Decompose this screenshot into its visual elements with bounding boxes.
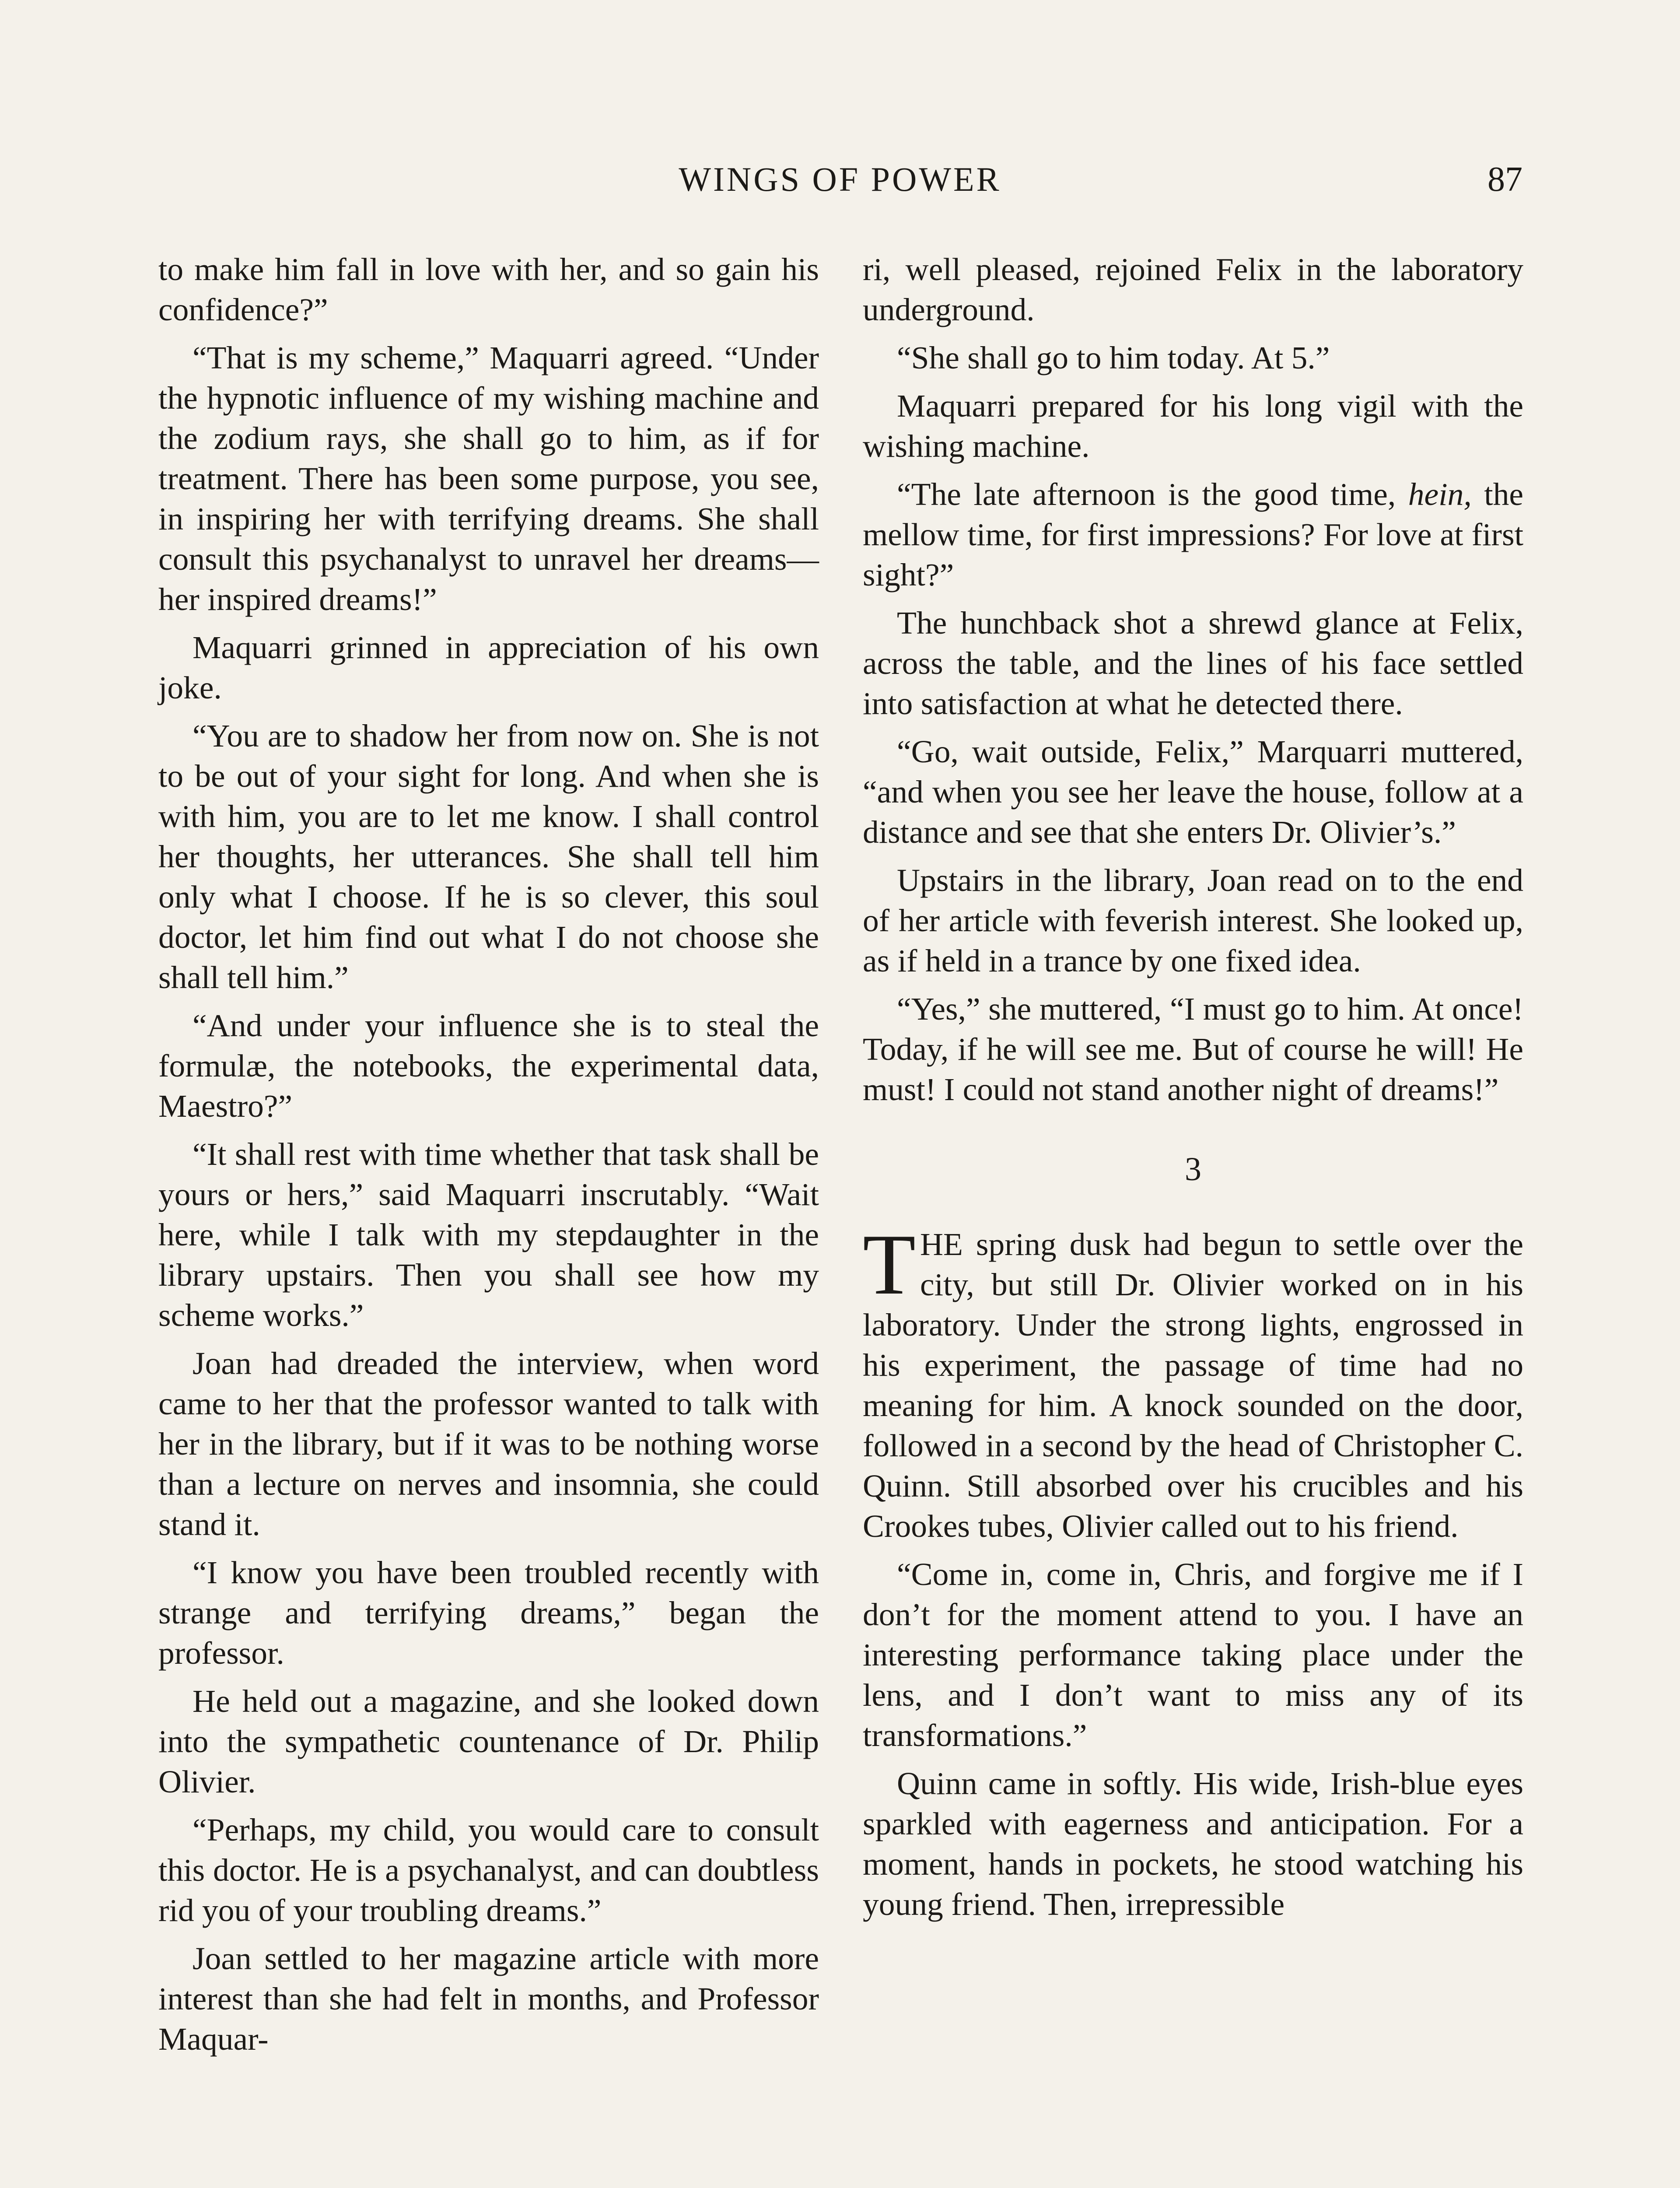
paragraph: “That is my scheme,” Maquarri agreed. “Under the hypnotic influence of my wishing machine and the zodium rays, she shall go to him, as if for treatment. There has been some purpose, you see, in inspiring her with terrifying dreams. She shall consult this psychanalyst to unravel her dreams—her inspired dreams!”	[158, 340, 819, 617]
paragraph: Joan settled to her magazine article with more interest than she had felt in months, and Professor Maquar-	[158, 1941, 819, 2057]
paragraph: Joan had dreaded the interview, when word came to her that the professor wanted to talk with her in the library, but if it was to be nothing worse than a lecture on nerves and insomnia, she could stand it.	[158, 1346, 819, 1542]
paragraph: He held out a magazine, and she looked down into the sympathetic countenance of Dr. Philip Olivier.	[158, 1683, 819, 1799]
paragraph	[863, 1217, 1523, 1546]
paragraph: “You are to shadow her from now on. She is not to be out of your sight for long. And when she is with him, you are to let me know. I shall control her thoughts, her utterances. She shall tell him only what I choose. If he is so clever, this soul doctor, let him find out what I do not choose she shall tell him.”	[158, 718, 819, 995]
paragraph: “I know you have been troubled recently with strange and terrifying dreams,” began the professor.	[158, 1555, 819, 1671]
paragraph: Maquarri prepared for his long vigil with the wishing machine.	[863, 388, 1523, 464]
text-run: HE spring dusk had begun to settle over the city, but still Dr. Olivier worked on in his laboratory. Under the strong lights, engrossed in his experiment, the passage of time had no meaning for him. A knock sounded on the door, followed in a second by the head of Christopher C. Quinn. Still absorbed over his crucibles and his Crookes tubes, Olivier called out to his friend.	[863, 1227, 1523, 1544]
paragraph: Upstairs in the library, Joan read on to the end of her article with feverish interest. She looked up, as if held in a trance by one fixed idea.	[863, 863, 1523, 978]
running-head	[158, 155, 1522, 203]
text-run: “The late afternoon is the good time,	[897, 477, 1408, 512]
paragraph: “She shall go to him today. At 5.”	[897, 340, 1330, 375]
paragraph	[863, 474, 1523, 595]
paragraph: “And under your influence she is to steal the formulæ, the notebooks, the experimental data, Maestro?”	[158, 1008, 819, 1124]
paragraph: “Perhaps, my child, you would care to consult this doctor. He is a psychanalyst, and can doubtless rid you of your troubling dreams.”	[158, 1812, 819, 1928]
paragraph: “Go, wait outside, Felix,” Marquarri muttered, “and when you see her leave the house, follow at a distance and see that she enters Dr. Olivier’s.”	[863, 734, 1523, 850]
paragraph: “Yes,” she muttered, “I must go to him. At once! Today, if he will see me. But of course he will! He must! I could not stand another night of dreams!”	[863, 991, 1523, 1107]
section-number: 3	[1185, 1151, 1201, 1188]
paragraph: to make him fall in love with her, and so gain his confidence?”	[158, 252, 819, 327]
italic-word: hein,	[1408, 477, 1472, 512]
paragraph: “It shall rest with time whether that task shall be yours or hers,” said Maquarri inscrutably. “Wait here, while I talk with my stepdaughter in the library upstairs. Then you shall see how my scheme works.”	[158, 1136, 819, 1333]
text-run: the mellow time, for first impressions? For love at first sight?”	[863, 477, 1523, 593]
running-title: WINGS OF POWER	[679, 160, 1001, 198]
paragraph: “Come in, come in, Chris, and forgive me if I don’t for the moment attend to you. I have an interesting performance taking place under the lens, and I don’t want to miss any of its transformations.”	[863, 1557, 1523, 1753]
page-number: 87	[1488, 160, 1522, 199]
left-column	[158, 249, 819, 2067]
paragraph: ri, well pleased, rejoined Felix in the laboratory underground.	[863, 252, 1523, 327]
drop-cap: T	[863, 1217, 916, 1312]
right-column	[863, 249, 1523, 1932]
paragraph: Maquarri grinned in appreciation of his own joke.	[158, 630, 819, 705]
paragraph: The hunchback shot a shrewd glance at Felix, across the table, and the lines of his face settled into satisfaction at what he detected there.	[863, 605, 1523, 721]
paragraph: Quinn came in softly. His wide, Irish-blue eyes sparkled with eagerness and anticipation. For a moment, hands in pockets, he stood watching his young friend. Then, irrepressible	[863, 1766, 1523, 1922]
